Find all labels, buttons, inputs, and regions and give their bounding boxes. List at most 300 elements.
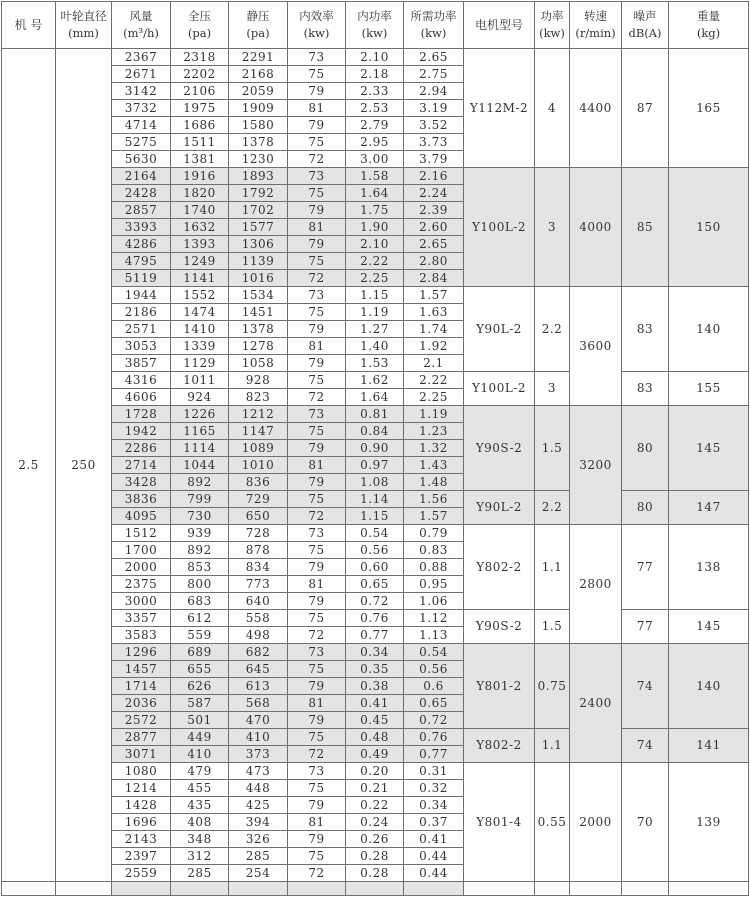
flow-cell: 1428 xyxy=(112,797,171,814)
efficiency-cell: 81 xyxy=(288,695,346,712)
required-power-cell: 0.44 xyxy=(404,865,464,882)
total-pressure-cell: 1975 xyxy=(171,100,229,117)
efficiency-cell: 79 xyxy=(288,117,346,134)
total-pressure-cell: 285 xyxy=(171,865,229,882)
required-power-cell: 2.65 xyxy=(404,49,464,66)
total-pressure-cell: 1249 xyxy=(171,253,229,270)
efficiency-cell: 72 xyxy=(288,746,346,763)
motor-model-cell: Y90L-2 xyxy=(464,287,535,372)
flow-cell: 2877 xyxy=(112,729,171,746)
weight-cell: 138 xyxy=(669,525,749,610)
noise-cell: 85 xyxy=(622,168,669,287)
required-power-cell: 0.54 xyxy=(404,644,464,661)
internal-power-cell: 1.90 xyxy=(346,219,404,236)
motor-power-cell: 1.5 xyxy=(535,406,570,491)
efficiency-cell: 79 xyxy=(288,236,346,253)
internal-power-cell: 1.62 xyxy=(346,372,404,389)
static-pressure-cell: 1378 xyxy=(229,134,288,151)
efficiency-cell: 79 xyxy=(288,678,346,695)
flow-cell: 3357 xyxy=(112,610,171,627)
header-required-power: 所需功率 (kw) xyxy=(404,2,464,49)
required-power-cell: 0.72 xyxy=(404,712,464,729)
empty-cell xyxy=(346,882,404,896)
total-pressure-cell: 853 xyxy=(171,559,229,576)
header-internal-power: 内功率 (kw) xyxy=(346,2,404,49)
total-pressure-cell: 2106 xyxy=(171,83,229,100)
total-pressure-cell: 1381 xyxy=(171,151,229,168)
total-pressure-cell: 408 xyxy=(171,814,229,831)
weight-cell: 139 xyxy=(669,763,749,882)
noise-cell: 74 xyxy=(622,644,669,729)
header-model: 机 号 xyxy=(2,2,56,49)
static-pressure-cell: 645 xyxy=(229,661,288,678)
static-pressure-cell: 1212 xyxy=(229,406,288,423)
required-power-cell: 3.79 xyxy=(404,151,464,168)
required-power-cell: 2.24 xyxy=(404,185,464,202)
header-flow: 风量 (m³/h) xyxy=(112,2,171,49)
required-power-cell: 1.32 xyxy=(404,440,464,457)
internal-power-cell: 1.08 xyxy=(346,474,404,491)
motor-power-cell: 2.2 xyxy=(535,287,570,372)
speed-cell: 2400 xyxy=(570,644,622,763)
internal-power-cell: 0.54 xyxy=(346,525,404,542)
empty-cell xyxy=(464,882,535,896)
required-power-cell: 0.44 xyxy=(404,848,464,865)
motor-power-cell: 1.1 xyxy=(535,525,570,610)
required-power-cell: 2.16 xyxy=(404,168,464,185)
flow-cell: 2375 xyxy=(112,576,171,593)
internal-power-cell: 0.76 xyxy=(346,610,404,627)
static-pressure-cell: 2168 xyxy=(229,66,288,83)
static-pressure-cell: 1278 xyxy=(229,338,288,355)
efficiency-cell: 75 xyxy=(288,66,346,83)
static-pressure-cell: 640 xyxy=(229,593,288,610)
efficiency-cell: 75 xyxy=(288,780,346,797)
total-pressure-cell: 1632 xyxy=(171,219,229,236)
flow-cell: 1714 xyxy=(112,678,171,695)
required-power-cell: 0.41 xyxy=(404,831,464,848)
flow-cell: 2367 xyxy=(112,49,171,66)
total-pressure-cell: 1226 xyxy=(171,406,229,423)
weight-cell: 140 xyxy=(669,287,749,372)
noise-cell: 87 xyxy=(622,49,669,168)
table-body xyxy=(2,49,749,896)
flow-cell: 4714 xyxy=(112,117,171,134)
internal-power-cell: 2.79 xyxy=(346,117,404,134)
flow-cell: 1296 xyxy=(112,644,171,661)
efficiency-cell: 79 xyxy=(288,797,346,814)
efficiency-cell: 81 xyxy=(288,219,346,236)
flow-cell: 3836 xyxy=(112,491,171,508)
static-pressure-cell: 1016 xyxy=(229,270,288,287)
internal-power-cell: 0.38 xyxy=(346,678,404,695)
internal-power-cell: 0.90 xyxy=(346,440,404,457)
total-pressure-cell: 800 xyxy=(171,576,229,593)
efficiency-cell: 75 xyxy=(288,185,346,202)
flow-cell: 2143 xyxy=(112,831,171,848)
static-pressure-cell: 254 xyxy=(229,865,288,882)
motor-model-cell: Y90S-2 xyxy=(464,406,535,491)
static-pressure-cell: 650 xyxy=(229,508,288,525)
total-pressure-cell: 348 xyxy=(171,831,229,848)
flow-cell: 4316 xyxy=(112,372,171,389)
required-power-cell: 0.34 xyxy=(404,797,464,814)
table-row xyxy=(2,406,749,423)
static-pressure-cell: 1792 xyxy=(229,185,288,202)
required-power-cell: 1.74 xyxy=(404,321,464,338)
static-pressure-cell: 373 xyxy=(229,746,288,763)
flow-cell: 3428 xyxy=(112,474,171,491)
table-row xyxy=(2,372,749,389)
required-power-cell: 0.37 xyxy=(404,814,464,831)
total-pressure-cell: 730 xyxy=(171,508,229,525)
table-row xyxy=(2,491,749,508)
efficiency-cell: 81 xyxy=(288,338,346,355)
total-pressure-cell: 1740 xyxy=(171,202,229,219)
total-pressure-cell: 2202 xyxy=(171,66,229,83)
flow-cell: 2571 xyxy=(112,321,171,338)
required-power-cell: 2.94 xyxy=(404,83,464,100)
efficiency-cell: 79 xyxy=(288,202,346,219)
weight-cell: 141 xyxy=(669,729,749,763)
flow-cell: 1080 xyxy=(112,763,171,780)
efficiency-cell: 73 xyxy=(288,49,346,66)
static-pressure-cell: 1580 xyxy=(229,117,288,134)
flow-cell: 1696 xyxy=(112,814,171,831)
internal-power-cell: 0.26 xyxy=(346,831,404,848)
total-pressure-cell: 655 xyxy=(171,661,229,678)
required-power-cell: 0.56 xyxy=(404,661,464,678)
table-row xyxy=(2,168,749,185)
empty-cell xyxy=(229,882,288,896)
weight-cell: 140 xyxy=(669,644,749,729)
flow-cell: 1457 xyxy=(112,661,171,678)
required-power-cell: 0.77 xyxy=(404,746,464,763)
speed-cell: 3600 xyxy=(570,287,622,406)
total-pressure-cell: 435 xyxy=(171,797,229,814)
required-power-cell: 2.75 xyxy=(404,66,464,83)
internal-power-cell: 0.41 xyxy=(346,695,404,712)
required-power-cell: 0.79 xyxy=(404,525,464,542)
motor-model-cell: Y801-2 xyxy=(464,644,535,729)
required-power-cell: 2.60 xyxy=(404,219,464,236)
flow-cell: 2186 xyxy=(112,304,171,321)
empty-cell xyxy=(171,882,229,896)
internal-power-cell: 1.19 xyxy=(346,304,404,321)
motor-power-cell: 2.2 xyxy=(535,491,570,525)
speed-cell: 2800 xyxy=(570,525,622,644)
static-pressure-cell: 1909 xyxy=(229,100,288,117)
required-power-cell: 3.73 xyxy=(404,134,464,151)
required-power-cell: 0.32 xyxy=(404,780,464,797)
required-power-cell: 1.13 xyxy=(404,627,464,644)
table-row xyxy=(2,525,749,542)
flow-cell: 1942 xyxy=(112,423,171,440)
efficiency-cell: 72 xyxy=(288,270,346,287)
internal-power-cell: 0.35 xyxy=(346,661,404,678)
flow-cell: 4795 xyxy=(112,253,171,270)
internal-power-cell: 2.18 xyxy=(346,66,404,83)
total-pressure-cell: 1410 xyxy=(171,321,229,338)
efficiency-cell: 75 xyxy=(288,542,346,559)
empty-cell xyxy=(112,882,171,896)
internal-power-cell: 0.84 xyxy=(346,423,404,440)
static-pressure-cell: 410 xyxy=(229,729,288,746)
table-row xyxy=(2,729,749,746)
flow-cell: 2286 xyxy=(112,440,171,457)
efficiency-cell: 73 xyxy=(288,168,346,185)
weight-cell: 155 xyxy=(669,372,749,406)
efficiency-cell: 79 xyxy=(288,831,346,848)
required-power-cell: 2.1 xyxy=(404,355,464,372)
required-power-cell: 2.25 xyxy=(404,389,464,406)
total-pressure-cell: 410 xyxy=(171,746,229,763)
efficiency-cell: 79 xyxy=(288,559,346,576)
internal-power-cell: 1.64 xyxy=(346,185,404,202)
header-weight: 重量 (kg) xyxy=(669,2,749,49)
static-pressure-cell: 1577 xyxy=(229,219,288,236)
noise-cell: 80 xyxy=(622,406,669,491)
flow-cell: 2857 xyxy=(112,202,171,219)
total-pressure-cell: 1820 xyxy=(171,185,229,202)
flow-cell: 1944 xyxy=(112,287,171,304)
table-row xyxy=(2,610,749,627)
internal-power-cell: 1.15 xyxy=(346,287,404,304)
efficiency-cell: 75 xyxy=(288,661,346,678)
efficiency-cell: 75 xyxy=(288,253,346,270)
efficiency-cell: 75 xyxy=(288,848,346,865)
required-power-cell: 1.48 xyxy=(404,474,464,491)
required-power-cell: 1.43 xyxy=(404,457,464,474)
static-pressure-cell: 498 xyxy=(229,627,288,644)
efficiency-cell: 72 xyxy=(288,508,346,525)
efficiency-cell: 73 xyxy=(288,763,346,780)
efficiency-cell: 79 xyxy=(288,593,346,610)
flow-cell: 3583 xyxy=(112,627,171,644)
flow-cell: 5630 xyxy=(112,151,171,168)
total-pressure-cell: 1552 xyxy=(171,287,229,304)
total-pressure-cell: 455 xyxy=(171,780,229,797)
total-pressure-cell: 892 xyxy=(171,474,229,491)
internal-power-cell: 0.65 xyxy=(346,576,404,593)
total-pressure-cell: 1114 xyxy=(171,440,229,457)
total-pressure-cell: 587 xyxy=(171,695,229,712)
internal-power-cell: 0.21 xyxy=(346,780,404,797)
internal-power-cell: 0.20 xyxy=(346,763,404,780)
internal-power-cell: 1.58 xyxy=(346,168,404,185)
flow-cell: 3857 xyxy=(112,355,171,372)
required-power-cell: 1.23 xyxy=(404,423,464,440)
static-pressure-cell: 1306 xyxy=(229,236,288,253)
internal-power-cell: 0.49 xyxy=(346,746,404,763)
internal-power-cell: 2.33 xyxy=(346,83,404,100)
internal-power-cell: 0.45 xyxy=(346,712,404,729)
static-pressure-cell: 773 xyxy=(229,576,288,593)
required-power-cell: 3.52 xyxy=(404,117,464,134)
cut-off-row xyxy=(2,882,749,896)
motor-model-cell: Y802-2 xyxy=(464,729,535,763)
noise-cell: 83 xyxy=(622,372,669,406)
total-pressure-cell: 1011 xyxy=(171,372,229,389)
header-motor: 电机型号 xyxy=(464,2,535,49)
header-noise: 噪声 dB(A) xyxy=(622,2,669,49)
static-pressure-cell: 1058 xyxy=(229,355,288,372)
motor-model-cell: Y90S-2 xyxy=(464,610,535,644)
efficiency-cell: 75 xyxy=(288,372,346,389)
total-pressure-cell: 559 xyxy=(171,627,229,644)
required-power-cell: 1.92 xyxy=(404,338,464,355)
table-row xyxy=(2,287,749,304)
required-power-cell: 3.19 xyxy=(404,100,464,117)
speed-cell: 4400 xyxy=(570,49,622,168)
flow-cell: 4286 xyxy=(112,236,171,253)
efficiency-cell: 81 xyxy=(288,457,346,474)
static-pressure-cell: 1702 xyxy=(229,202,288,219)
flow-cell: 2428 xyxy=(112,185,171,202)
empty-cell xyxy=(2,882,56,896)
efficiency-cell: 73 xyxy=(288,406,346,423)
static-pressure-cell: 326 xyxy=(229,831,288,848)
static-pressure-cell: 1139 xyxy=(229,253,288,270)
flow-cell: 2164 xyxy=(112,168,171,185)
flow-cell: 3393 xyxy=(112,219,171,236)
header-row xyxy=(2,2,749,49)
static-pressure-cell: 394 xyxy=(229,814,288,831)
static-pressure-cell: 568 xyxy=(229,695,288,712)
static-pressure-cell: 823 xyxy=(229,389,288,406)
empty-cell xyxy=(570,882,622,896)
flow-cell: 1214 xyxy=(112,780,171,797)
noise-cell: 80 xyxy=(622,491,669,525)
flow-cell: 2671 xyxy=(112,66,171,83)
efficiency-cell: 75 xyxy=(288,610,346,627)
weight-cell: 165 xyxy=(669,49,749,168)
speed-cell: 4000 xyxy=(570,168,622,287)
weight-cell: 150 xyxy=(669,168,749,287)
total-pressure-cell: 892 xyxy=(171,542,229,559)
total-pressure-cell: 626 xyxy=(171,678,229,695)
internal-power-cell: 1.64 xyxy=(346,389,404,406)
efficiency-cell: 72 xyxy=(288,389,346,406)
required-power-cell: 1.63 xyxy=(404,304,464,321)
total-pressure-cell: 689 xyxy=(171,644,229,661)
internal-power-cell: 2.25 xyxy=(346,270,404,287)
flow-cell: 2397 xyxy=(112,848,171,865)
internal-power-cell: 0.28 xyxy=(346,865,404,882)
model-number-cell: 2.5 xyxy=(2,49,56,882)
table-row xyxy=(2,49,749,66)
static-pressure-cell: 613 xyxy=(229,678,288,695)
flow-cell: 4606 xyxy=(112,389,171,406)
speed-cell: 3200 xyxy=(570,406,622,525)
internal-power-cell: 0.22 xyxy=(346,797,404,814)
efficiency-cell: 75 xyxy=(288,729,346,746)
internal-power-cell: 0.28 xyxy=(346,848,404,865)
total-pressure-cell: 1165 xyxy=(171,423,229,440)
efficiency-cell: 81 xyxy=(288,814,346,831)
static-pressure-cell: 285 xyxy=(229,848,288,865)
noise-cell: 77 xyxy=(622,525,669,610)
header-efficiency: 内效率 (kw) xyxy=(288,2,346,49)
motor-model-cell: Y100L-2 xyxy=(464,168,535,287)
static-pressure-cell: 834 xyxy=(229,559,288,576)
total-pressure-cell: 1686 xyxy=(171,117,229,134)
internal-power-cell: 3.00 xyxy=(346,151,404,168)
flow-cell: 5275 xyxy=(112,134,171,151)
weight-cell: 147 xyxy=(669,491,749,525)
efficiency-cell: 79 xyxy=(288,712,346,729)
static-pressure-cell: 728 xyxy=(229,525,288,542)
total-pressure-cell: 1339 xyxy=(171,338,229,355)
efficiency-cell: 79 xyxy=(288,83,346,100)
empty-cell xyxy=(56,882,112,896)
flow-cell: 3142 xyxy=(112,83,171,100)
header-power: 功率 (kw) xyxy=(535,2,570,49)
flow-cell: 2559 xyxy=(112,865,171,882)
total-pressure-cell: 2318 xyxy=(171,49,229,66)
static-pressure-cell: 836 xyxy=(229,474,288,491)
motor-model-cell: Y801-4 xyxy=(464,763,535,882)
flow-cell: 4095 xyxy=(112,508,171,525)
empty-cell xyxy=(535,882,570,896)
internal-power-cell: 0.34 xyxy=(346,644,404,661)
internal-power-cell: 1.40 xyxy=(346,338,404,355)
total-pressure-cell: 1044 xyxy=(171,457,229,474)
static-pressure-cell: 2291 xyxy=(229,49,288,66)
motor-power-cell: 0.55 xyxy=(535,763,570,882)
flow-cell: 2714 xyxy=(112,457,171,474)
static-pressure-cell: 1147 xyxy=(229,423,288,440)
total-pressure-cell: 683 xyxy=(171,593,229,610)
motor-power-cell: 1.5 xyxy=(535,610,570,644)
motor-model-cell: Y90L-2 xyxy=(464,491,535,525)
static-pressure-cell: 1378 xyxy=(229,321,288,338)
motor-power-cell: 3 xyxy=(535,372,570,406)
total-pressure-cell: 1393 xyxy=(171,236,229,253)
required-power-cell: 0.76 xyxy=(404,729,464,746)
required-power-cell: 1.57 xyxy=(404,287,464,304)
internal-power-cell: 2.10 xyxy=(346,236,404,253)
noise-cell: 74 xyxy=(622,729,669,763)
internal-power-cell: 0.60 xyxy=(346,559,404,576)
efficiency-cell: 72 xyxy=(288,865,346,882)
internal-power-cell: 0.77 xyxy=(346,627,404,644)
required-power-cell: 1.19 xyxy=(404,406,464,423)
required-power-cell: 1.56 xyxy=(404,491,464,508)
motor-model-cell: Y802-2 xyxy=(464,525,535,610)
required-power-cell: 1.12 xyxy=(404,610,464,627)
internal-power-cell: 0.97 xyxy=(346,457,404,474)
empty-cell xyxy=(288,882,346,896)
static-pressure-cell: 448 xyxy=(229,780,288,797)
empty-cell xyxy=(404,882,464,896)
flow-cell: 3053 xyxy=(112,338,171,355)
motor-power-cell: 1.1 xyxy=(535,729,570,763)
static-pressure-cell: 682 xyxy=(229,644,288,661)
flow-cell: 2000 xyxy=(112,559,171,576)
static-pressure-cell: 1534 xyxy=(229,287,288,304)
static-pressure-cell: 1010 xyxy=(229,457,288,474)
efficiency-cell: 79 xyxy=(288,321,346,338)
empty-cell xyxy=(622,882,669,896)
motor-power-cell: 3 xyxy=(535,168,570,287)
static-pressure-cell: 1893 xyxy=(229,168,288,185)
required-power-cell: 2.80 xyxy=(404,253,464,270)
header-total-pressure: 全压 (pa) xyxy=(171,2,229,49)
efficiency-cell: 79 xyxy=(288,440,346,457)
total-pressure-cell: 1511 xyxy=(171,134,229,151)
empty-cell xyxy=(669,882,749,896)
